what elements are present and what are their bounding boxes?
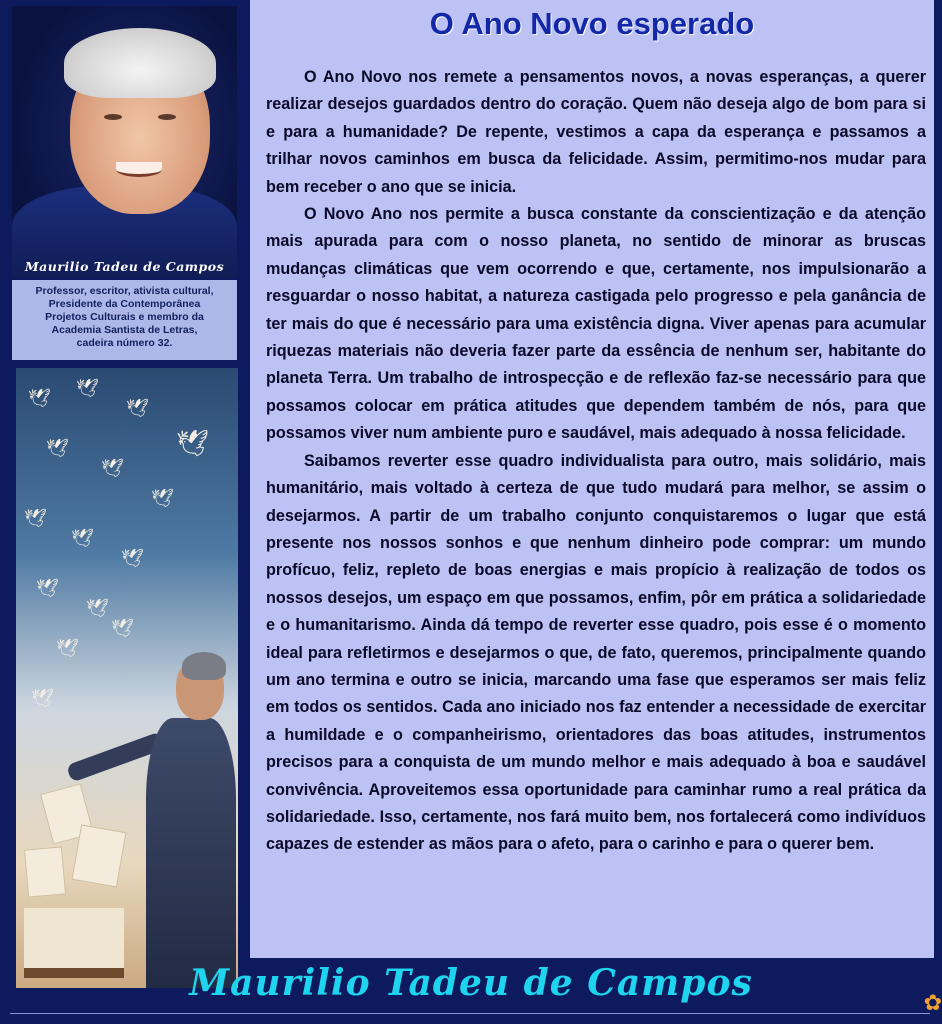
man-suit <box>146 718 236 988</box>
bio-line: Projetos Culturais e membro da <box>45 311 204 323</box>
article-paragraph: O Novo Ano nos permite a busca constante da conscientização e da atenção mais apurada para com o nosso planeta, no sentido de minorar as bruscas mudanças climáticas que vem ocorrendo e que, certamente, nos impulsionarão a resguardar o nosso habitat, a natureza castigada pelo progresso e pela ganância de ter mais do que é necessário para uma existência digna. Viver apenas para acumular riquezas materiais não deveria fazer parte da essência de nenhum ser, habitante do planeta Terra. Um trabalho de introspecção e de reflexão faz-se necessário para que possamos colocar em prática atitudes que dependem também de nós, para que possamos viver num ambiente puro e saudável, mais adequado à nossa felicidade. <box>266 205 926 443</box>
bio-line: Academia Santista de Letras, <box>51 324 198 336</box>
article-panel <box>250 0 934 958</box>
paper-bird-icon: 🕊 <box>46 438 69 458</box>
illustration-man-releasing-paper-birds <box>16 368 238 988</box>
article-body <box>266 64 926 859</box>
paper-bird-icon: 🕊 <box>176 428 210 458</box>
loose-paper <box>24 846 66 897</box>
bio-line: cadeira número 32. <box>76 337 173 349</box>
paper-bird-icon: 🕊 <box>76 378 99 398</box>
hair-shape <box>64 28 216 98</box>
article-paragraph: Saibamos reverter esse quadro individualista para outro, mais solidário, mais humanitário, mais voltado à certeza de que tudo mudará para melhor, se assim o desejarmos. A partir de um trabalho conjunto conquistaremos o lugar que está presente nos nossos sonhos e que nenhum dinheiro pode comprar: um mundo profícuo, feliz, repleto de boas energias e mais propício à realização de todos os nossos desejos, um espaço em que possamos, enfim, pôr em prática a solidariedade e o humanitarismo. Ainda dá tempo de reverter esse quadro, pois esse é o momento ideal para refletirmos e desejarmos o que, de fato, queremos, principalmente quando um ano termina e outro se inicia, marcando uma fase que esperamos ser mais feliz em todos os sentidos. Cada ano iniciado nos faz entender a necessidade de exercitar a humildade e o companheirismo, orientadores das boas atitudes, instrumentos precisos para a conquista de um mundo melhor e mais adequado à boa e saudável convivência. Aproveitemos essa oportunidade para caminhar rumo a real prática da solidariedade. Isso, certamente, nos fará muito bem, nos fortalecerá como indivíduos capazes de estender as mãos para o afeto, para o carinho e para o querer bem. <box>266 451 926 854</box>
left-column <box>0 0 245 1000</box>
author-bio <box>12 280 237 360</box>
paper-bird-icon: 🕊 <box>36 578 59 598</box>
author-photo <box>12 6 237 278</box>
author-signature: Maurilio Tadeu de Campos <box>189 962 753 1004</box>
paper-bird-icon: 🕊 <box>151 488 174 508</box>
photo-caption-name: Maurilio Tadeu de Campos <box>24 259 225 274</box>
paper-bird-icon: 🕊 <box>121 548 144 568</box>
bio-line: Presidente da Contemporânea <box>48 298 201 310</box>
paper-bird-icon: 🕊 <box>86 598 109 618</box>
paper-bird-icon: 🕊 <box>101 458 124 478</box>
paper-bird-icon: 🕊 <box>111 618 134 638</box>
man-hair <box>182 652 226 680</box>
paper-bird-icon: 🕊 <box>31 688 54 708</box>
paper-bird-icon: 🕊 <box>56 638 79 658</box>
article-title: O Ano Novo esperado <box>429 6 755 41</box>
paper-bird-icon: 🕊 <box>126 398 149 418</box>
loose-paper <box>71 824 126 887</box>
eye-shape <box>158 114 176 120</box>
paper-bird-icon: 🕊 <box>28 388 51 408</box>
eye-shape <box>104 114 122 120</box>
article-paragraph: O Ano Novo nos remete a pensamentos novos, a novas esperanças, a querer realizar desejos guardados dentro do coração. Quem não deseja algo de bom para si e para a humanidade? De repente, vestimos a capa da esperança e passamos a trilhar novos caminhos em busca da felicidade. Assim, permitimo-nos mudar para bem receber o ano que se inicia. <box>266 68 926 196</box>
man-figure <box>126 638 236 988</box>
paper-bird-icon: 🕊 <box>71 528 94 548</box>
bottom-divider <box>10 1013 930 1014</box>
flower-icon: ✿ <box>923 990 942 1015</box>
paper-bird-icon: 🕊 <box>24 508 47 528</box>
bio-line: Professor, escritor, ativista cultural, <box>35 285 214 297</box>
smile-shape <box>116 162 162 177</box>
